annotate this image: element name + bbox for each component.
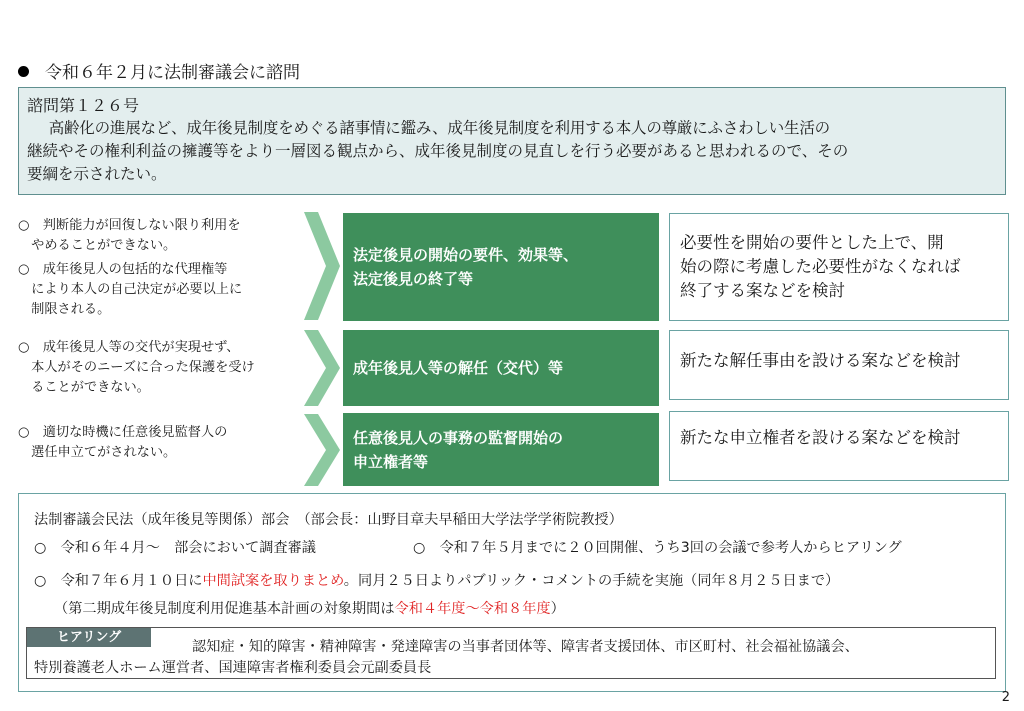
council-title: 法制審議会民法（成年後見等関係）部会 （部会長：山野目章夫早稲田大学法学学術院教授）: [34, 512, 623, 528]
consultation-line-3: 要綱を示されたい。: [27, 165, 167, 183]
plan-period-highlight: 令和４年度～令和８年度: [394, 601, 551, 617]
issue-4-line-1: ○ 適切な時機に任意後見監督人の: [18, 425, 228, 440]
issue-1-line-2: やめることができない。: [18, 238, 177, 253]
topic-1-line-1: 法定後見の開始の要件、効果等、: [353, 246, 579, 264]
chevron-right-icon: [304, 212, 340, 320]
council-line-2: [34, 571, 839, 591]
issue-4: [18, 423, 227, 463]
topic-1-line-2: 法定後見の終了等: [353, 270, 474, 288]
issue-2: [18, 260, 242, 320]
issue-2-line-3: 制限される。: [18, 302, 111, 317]
hearing-line-1: 認知症・知的障害・精神障害・発達障害の当事者団体等、障害者支援団体、市区町村、社会福祉協議会、: [192, 639, 859, 655]
issue-2-line-2: により本人の自己決定が必要以上に: [18, 282, 243, 297]
issue-4-line-2: 選任申立てがされない。: [18, 445, 177, 460]
hearing-line-2: 特別養護老人ホーム運営者、国連障害者権利委員会元副委員長: [34, 660, 432, 676]
result-1-line-3: 終了する案などを検討: [680, 281, 845, 300]
council-line-3: [54, 599, 565, 619]
issue-3-line-1: ○ 成年後見人等の交代が実現せず、: [18, 340, 240, 355]
topic-box-3: [343, 413, 659, 486]
topic-box-2: [343, 330, 659, 406]
hearing-label: ヒアリング: [27, 628, 151, 647]
council-line-1a: ○ 令和６年４月～ 部会において調査審議: [34, 540, 316, 556]
council-line-2-pre: ○ 令和７年６月１０日に: [34, 573, 203, 589]
result-box-3: [669, 411, 1009, 481]
consultation-line-1: 高齢化の進展など、成年後見制度をめぐる諸事情に鑑み、成年後見制度を利用する本人の尊厳にふさわしい生活の: [48, 119, 830, 137]
result-1-line-2: 始の際に考慮した必要性がなくなれば: [680, 257, 961, 276]
council-line-3-pre: （第二期成年後見制度利用促進基本計画の対象期間は: [54, 601, 395, 617]
topic-3-line-1: 任意後見人の事務の監督開始の: [353, 428, 564, 447]
issue-2-line-1: ○ 成年後見人の包括的な代理権等: [18, 262, 228, 277]
result-3-line-1: 新たな申立権者を設ける案などを検討: [680, 428, 961, 447]
council-line-1b: ○ 令和７年５月までに２０回開催、うち3回の会議で参考人からヒアリング: [413, 540, 902, 556]
consultation-box: [18, 87, 1006, 195]
consultation-number: 諮問第１２６号: [27, 96, 140, 115]
chevron-right-icon: [304, 330, 340, 406]
page-number: 2: [1001, 690, 1010, 705]
result-1-line-1: 必要性を開始の要件とした上で、開: [680, 233, 944, 252]
interim-draft-highlight: 中間試案を取りまとめ: [202, 573, 344, 589]
issue-1: [18, 216, 241, 256]
council-line-2-post: 。同月２５日よりパブリック・コメントの手続を実施（同年８月２５日まで）: [343, 573, 840, 589]
heading-text: 令和６年２月に法制審議会に諮問: [45, 63, 300, 83]
topic-box-1: [343, 213, 659, 321]
consultation-line-2: 継続やその権利利益の擁護等をより一層図る観点から、成年後見制度の見直しを行う必要があると思われるので、その: [27, 142, 849, 160]
result-2-line-1: 新たな解任事由を設ける案などを検討: [680, 351, 961, 370]
issue-3: [18, 338, 255, 398]
result-box-1: [669, 213, 1009, 321]
topic-3-line-2: 申立権者等: [353, 452, 429, 471]
issue-3-line-2: 本人がそのニーズに合った保護を受け: [18, 360, 255, 375]
topic-2-line-1: 成年後見人等の解任（交代）等: [353, 359, 564, 377]
result-box-2: [669, 330, 1009, 400]
bullet-dot: [18, 66, 29, 77]
chevron-right-icon: [304, 414, 340, 486]
issue-1-line-1: ○ 判断能力が回復しない限り利用を: [18, 218, 241, 233]
section-heading: [18, 62, 300, 84]
issue-3-line-3: ることができない。: [18, 380, 150, 395]
council-line-3-post: ）: [550, 601, 565, 617]
